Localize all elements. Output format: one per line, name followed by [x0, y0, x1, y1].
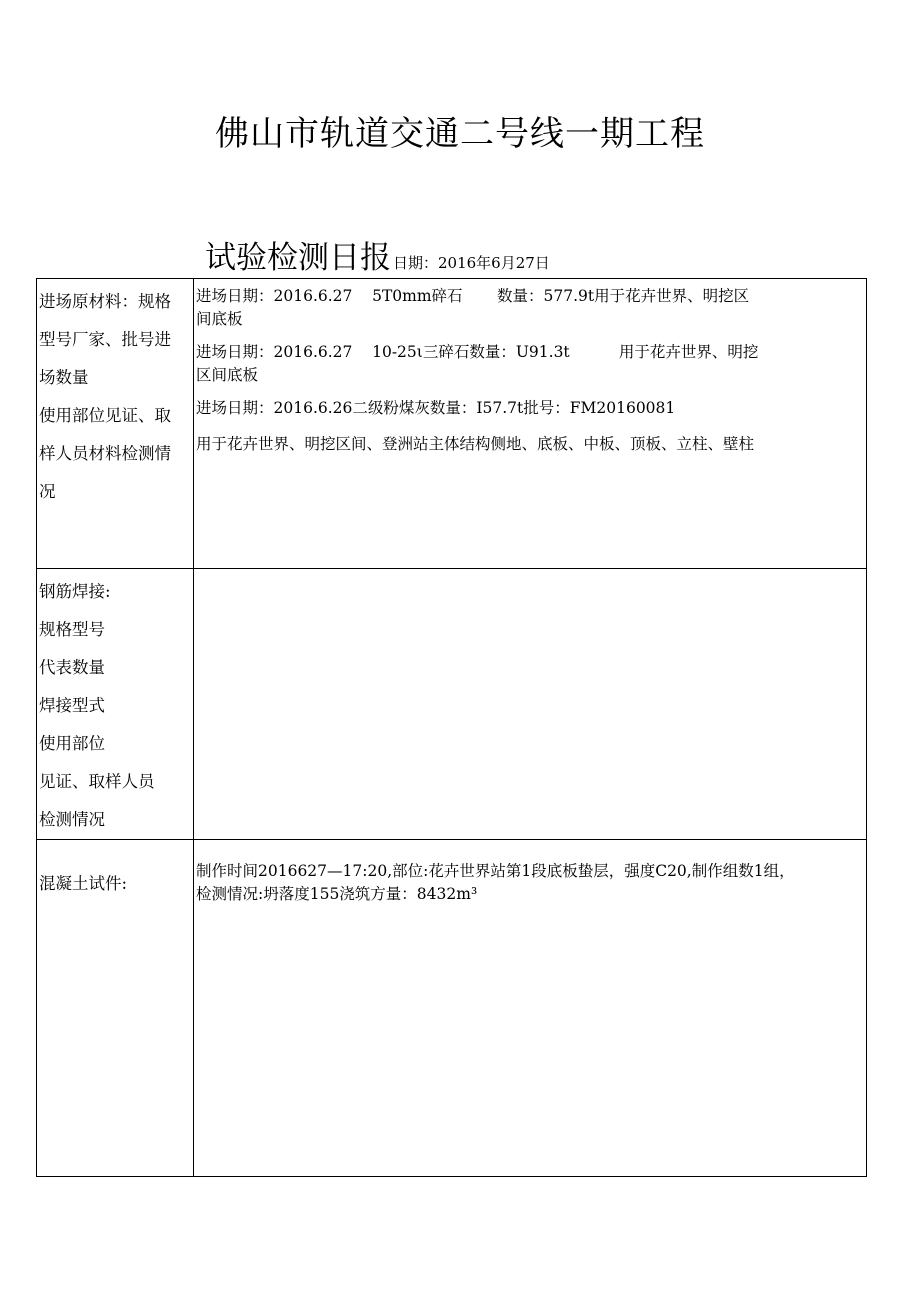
materials-label-line: 况 [39, 482, 56, 501]
rebar-label-line: 检测情况 [39, 810, 105, 829]
concrete-label-cell [37, 840, 194, 1177]
rebar-label-line: 使用部位 [39, 734, 105, 753]
rebar-label-line: 见证、取样人员 [39, 772, 155, 791]
rebar-label-line: 代表数量 [39, 658, 105, 677]
concrete-content-cell [194, 840, 867, 1177]
project-title: 佛山市轨道交通二号线一期工程 [215, 114, 705, 154]
materials-label-line: 场数量 [39, 368, 89, 387]
rebar-content-cell [194, 569, 867, 840]
materials-label-cell [37, 279, 194, 569]
report-date: 日期：2016年6月27日 [393, 254, 550, 272]
material-entry-line: 间底板 [196, 310, 243, 328]
concrete-info-line: 检测情况:坍落度155浇筑方量：8432m³ [196, 885, 478, 903]
materials-content-cell [194, 279, 867, 569]
material-entry-line: 进场日期：2016.6.27 10-25ι三碎石数量：U91.3t 用于花卉世界、明挖 [196, 343, 759, 361]
rebar-label-line: 规格型号 [39, 620, 105, 639]
rebar-row [37, 569, 867, 840]
rebar-label-line: 钢筋焊接: [39, 582, 111, 601]
material-entry-line: 用于花卉世界、明挖区间、登洲站主体结构侧地、底板、中板、顶板、立柱、壁柱 [196, 435, 755, 453]
rebar-label-line: 焊接型式 [39, 696, 105, 715]
rebar-label-cell [37, 569, 194, 840]
materials-label-line: 样人员材料检测情 [39, 444, 171, 463]
report-header [205, 238, 550, 278]
material-entry-line: 区间底板 [196, 366, 259, 384]
report-title: 试验检测日报 [205, 240, 391, 276]
concrete-label: 混凝土试件: [39, 874, 128, 893]
rebar-label [39, 569, 191, 839]
materials-label-line: 型号厂家、批号进 [39, 330, 171, 349]
materials-label-line: 进场原材料：规格 [39, 292, 171, 311]
materials-row [37, 279, 867, 569]
materials-label [39, 279, 191, 511]
materials-label-line: 使用部位见证、取 [39, 406, 171, 425]
material-entry-line: 进场日期：2016.6.27 5T0mm碎石 数量：577.9t用于花卉世界、明挖区 [196, 287, 750, 305]
daily-report-table [36, 278, 867, 1177]
concrete-info-line: 制作时间2016627—17:20,部位:花卉世界站第1段底板蛰层，强度C20,制作组数1组， [196, 862, 795, 880]
concrete-row [37, 840, 867, 1177]
material-entry-line: 进场日期：2016.6.26二级粉煤灰数量：I57.7t批号：FM20160081 [196, 399, 676, 417]
